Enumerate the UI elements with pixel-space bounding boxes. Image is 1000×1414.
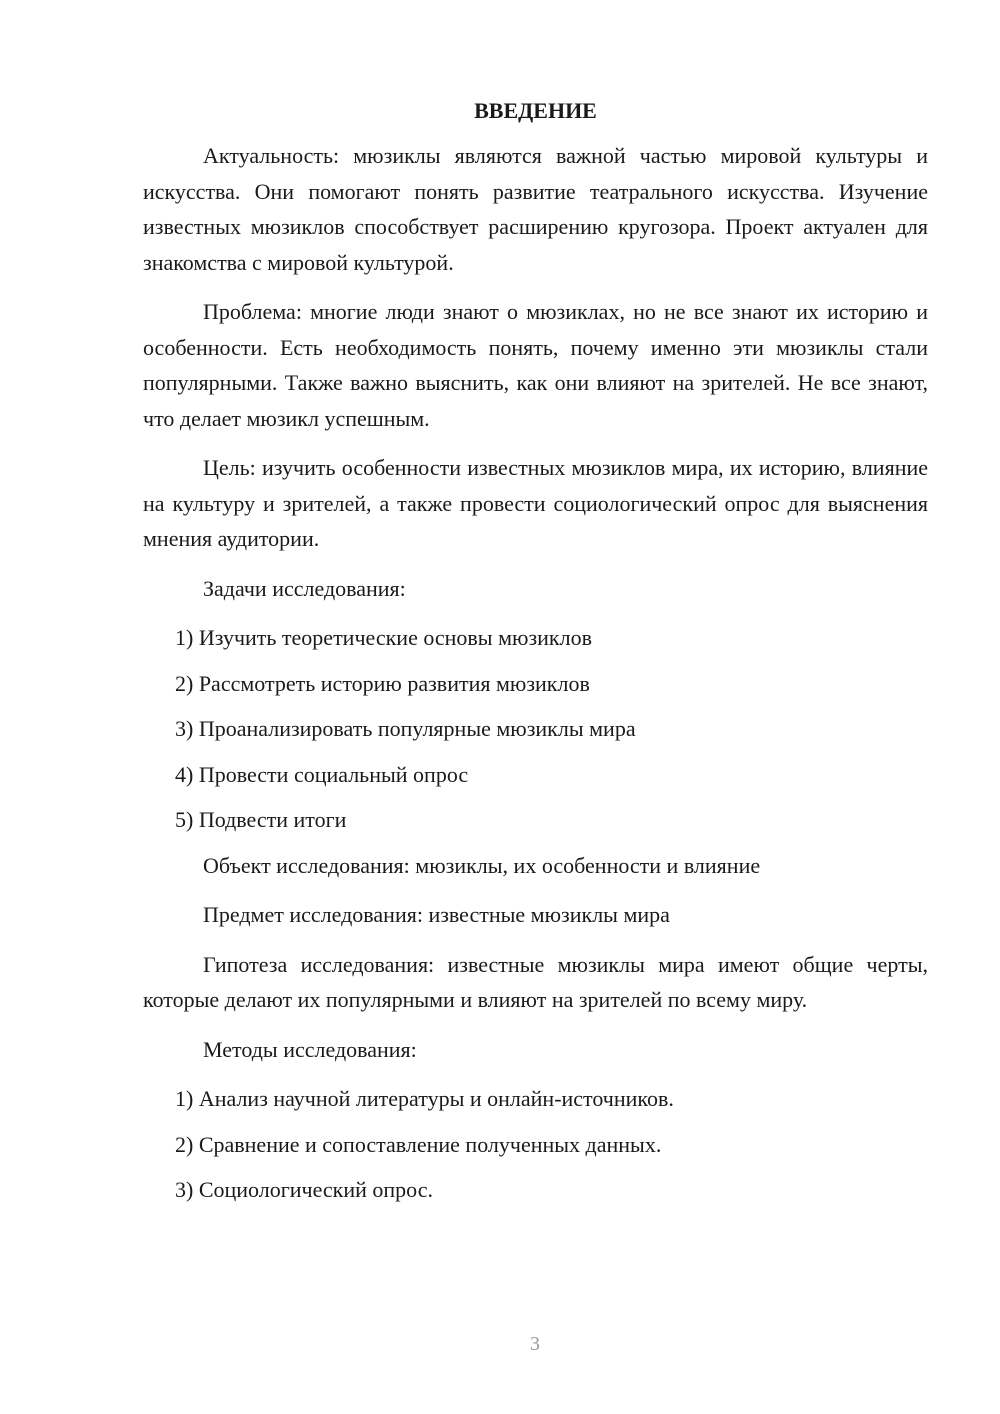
goal-paragraph: Цель: изучить особенности известных мюзиклов мира, их историю, влияние на культуру и зрителей, а также провести социологический опрос для выяснения мнения аудитории. xyxy=(143,455,928,551)
page-number: 3 xyxy=(530,1333,540,1355)
task-item: 2) Рассмотреть историю развития мюзиклов xyxy=(175,670,590,696)
tasks-heading: Задачи исследования: xyxy=(203,575,406,601)
method-item: 1) Анализ научной литературы и онлайн-источников. xyxy=(175,1086,674,1111)
hypothesis-paragraph: Гипотеза исследования: известные мюзиклы мира имеют общие черты, которые делают их популярными и влияют на зрителей по всему миру. xyxy=(143,951,928,1012)
task-item: 5) Подвести итоги xyxy=(175,807,347,832)
relevance-paragraph: Актуальность: мюзиклы являются важной частью мировой культуры и искусства. Они помогают понять развитие театрального искусства. Изучение известных мюзиклов способствует расширению кругозора. Проект актуален для знакомства с мировой культурой. xyxy=(143,143,928,275)
problem-paragraph: Проблема: многие люди знают о мюзиклах, но не все знают их историю и особенности. Есть необходимость понять, почему именно эти мюзиклы стали популярными. Также важно выяснить, как они влияют на зрителей. Не все знают, что делает мюзикл успешным. xyxy=(143,299,928,431)
section-title: ВВЕДЕНИЕ xyxy=(474,98,597,123)
task-item: 1) Изучить теоретические основы мюзиклов xyxy=(175,625,592,650)
method-item: 3) Социологический опрос. xyxy=(175,1177,433,1202)
task-item: 3) Проанализировать популярные мюзиклы мира xyxy=(175,716,636,741)
subject-paragraph: Предмет исследования: известные мюзиклы мира xyxy=(203,902,670,927)
task-item: 4) Провести социальный опрос xyxy=(175,761,469,787)
document-page xyxy=(143,94,928,1218)
object-paragraph: Объект исследования: мюзиклы, их особенности и влияние xyxy=(203,852,761,878)
method-item: 2) Сравнение и сопоставление полученных данных. xyxy=(175,1131,662,1157)
methods-heading: Методы исследования: xyxy=(203,1036,417,1062)
